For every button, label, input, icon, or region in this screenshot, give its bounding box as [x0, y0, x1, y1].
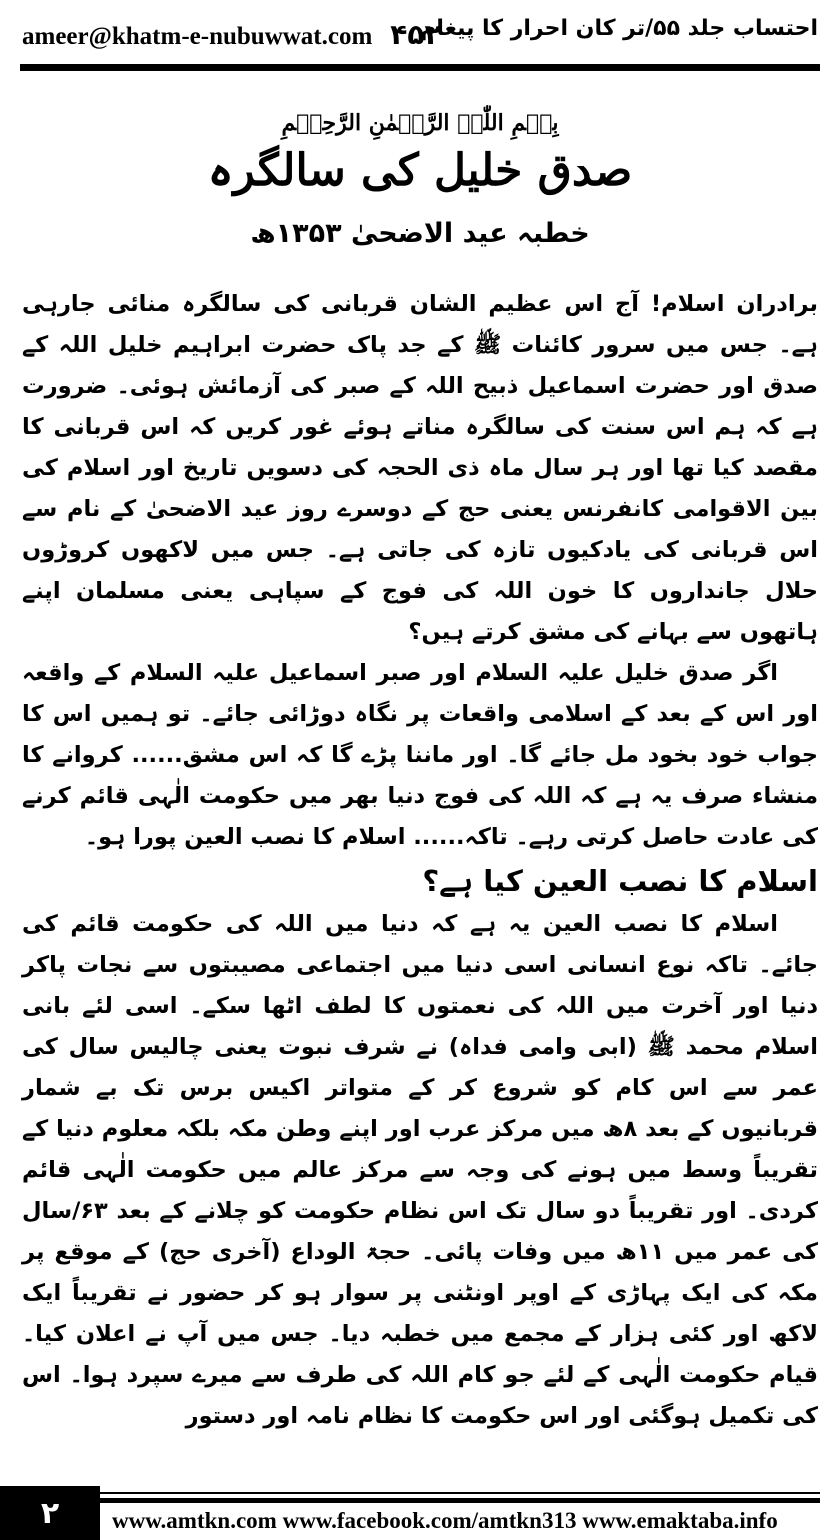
header-rule [20, 64, 820, 71]
header-left [22, 18, 442, 51]
paragraph-3: اسلام کا نصب العین یہ ہے کہ دنیا میں اللہ کی حکومت قائم کی جائے۔ تاکہ نوع انسانی اسی دنیا میں اجتماعی مصیبتوں سے نجات پاکر دنیا اور آخرت میں اللہ کی نعمتوں کا لطف اٹھا سکے۔ اسی لئے بانی اسلام محمد ﷺ (ابی وامی فداہ) نے شرف نبوت یعنی چالیس سال کی عمر سے اس کام کو شروع کر کے متواتر اکیس برس تک بے شمار قربانیوں کے بعد ۸ھ میں مرکز عرب اور اپنے وطن مکہ بلکہ معلوم دنیا کے تقریباً وسط میں ہونے کی وجہ سے مرکز عالم میں حکومت الٰہی قائم کردی۔ اور تقریباً دو سال تک اس نظام حکومت کو چلانے کے بعد ۶۳/سال کی عمر میں ۱۱ھ میں وفات پائی۔ حجۃ الوداع (آخری حج) کے موقع پر مکہ کی ایک پہاڑی کے اوپر اونٹنی پر سوار ہو کر حضور نے تقریباً ایک لاکھ اور کئی ہزار کے مجمع میں خطبہ دیا۔ جس میں آپ نے اعلان کیا۔ قیام حکومت الٰہی کے لئے جو کام اللہ کی طرف سے میرے سپرد ہوا۔ اس کی تکمیل ہوگئی اور اس حکومت کا نظام نامہ اور دستور [22, 911, 818, 1429]
footer-rule-thick [100, 1498, 820, 1503]
page-footer [0, 1486, 840, 1540]
header-running-title: احتساب جلد ۵۵/تر کان احرار کا پیغام [420, 16, 818, 41]
bismillah: بِسۡمِ اللّٰہِ الرَّحۡمٰنِ الرَّحِیۡمِ [281, 110, 559, 136]
header-page-number: ۴۵۲ [390, 18, 442, 51]
section-heading: اسلام کا نصب العین کیا ہے؟ [422, 864, 818, 898]
footer-page-number: ۲ [0, 1486, 100, 1540]
header-email: ameer@khatm-e-nubuwwat.com [22, 23, 373, 50]
article-body [22, 284, 818, 1437]
page-title: صدق خلیل کی سالگرہ [207, 145, 633, 196]
paragraph-2: اگر صدق خلیل علیہ السلام اور صبر اسماعیل علیہ السلام کے واقعہ اور اس کے بعد کے اسلامی واقعات پر نگاہ دوڑائی جائے۔ تو ہمیں اس کا جواب خود بخود مل جائے گا۔ اور ماننا پڑے گا کہ اس مشق...... کروانے کا منشاء صرف یہ ہے کہ اللہ کی فوج دنیا بھر میں حکومت الٰہی قائم کرنے کی عادت حاصل کرتی رہے۔ تاکہ...... اسلام کا نصب العین پورا ہو۔ [22, 660, 818, 850]
footer-links: www.amtkn.com www.facebook.com/amtkn313 www.emaktaba.info [112, 1508, 778, 1533]
footer-rule-thin [100, 1492, 820, 1494]
page-header [0, 0, 840, 70]
page-subtitle: خطبہ عید الاضحیٰ ۱۳۵۳ھ [250, 218, 590, 249]
paragraph-1: برادران اسلام! آج اس عظیم الشان قربانی کی سالگرہ منائی جارہی ہے۔ جس میں سرور کائنات ﷺ کے جد پاک حضرت ابراہیم خلیل اللہ کے صدق اور حضرت اسماعیل ذبیح اللہ کے صبر کی آزمائش ہوئی۔ ضرورت ہے کہ ہم اس سنت کی سالگرہ مناتے ہوئے غور کریں کہ اس قربانی کا مقصد کیا تھا اور ہر سال ماہ ذی الحجہ کی دسویں تاریخ اور اسلام کی بین الاقوامی کانفرنس یعنی حج کے دوسرے روز عید الاضحیٰ کے نام سے اس قربانی کی یادکیوں تازہ کی جاتی ہے۔ جس میں لاکھوں کروڑوں حلال جانداروں کا خون اللہ کی فوج کے سپاہی یعنی مسلمان اپنے ہاتھوں سے بہانے کی مشق کرتے ہیں؟ [22, 291, 818, 645]
